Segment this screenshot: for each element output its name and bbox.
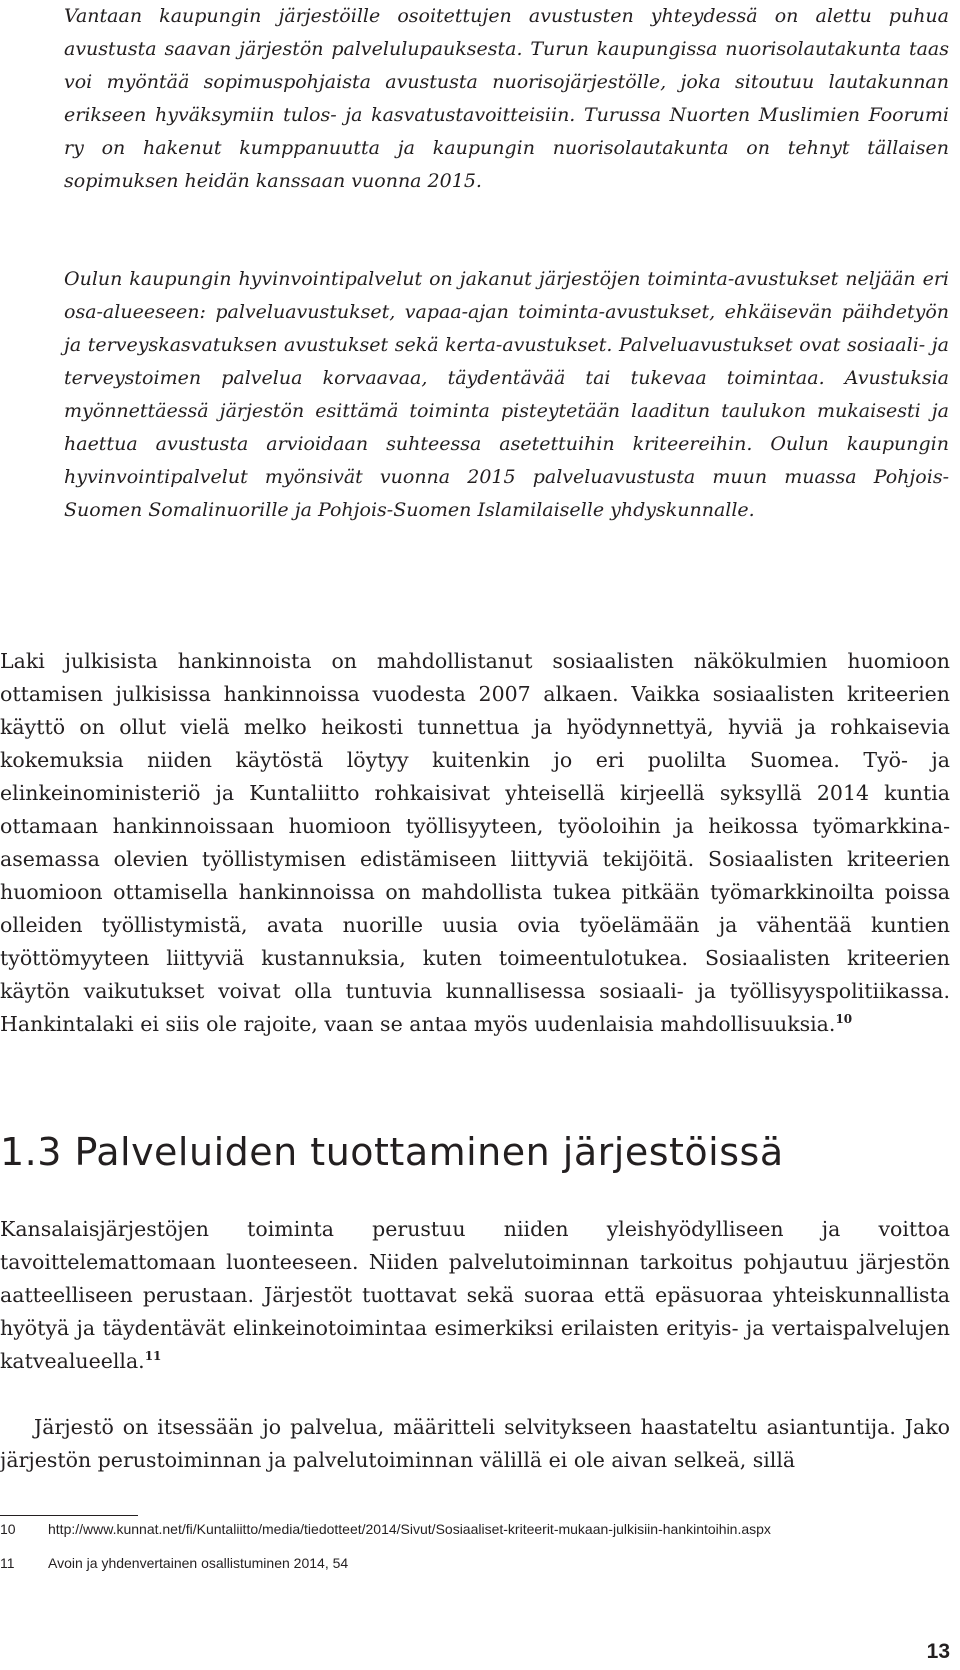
laki-paragraph (0, 645, 950, 1041)
intro-italic-paragraph (64, 0, 949, 198)
jarjesto-text: Järjestö on itsessään jo palvelua, määritteli selvitykseen haastateltu asiantuntija. Jako järjestön perustoiminnan ja palvelutoiminnan välillä ei ole aivan selkeä, sillä (0, 1415, 950, 1472)
footnote-text: Avoin ja yhdenvertainen osallistuminen 2014, 54 (48, 1555, 349, 1571)
laki-text: Laki julkisista hankinnoista on mahdollistanut sosiaalisten näkökulmien huomioon ottamisen julkisissa hankinnoissa vuodesta 2007 alkaen. Vaikka sosiaalisten kriteerien käyttö on ollut vielä melko heikosti tunnettua ja hyödynnettyä, hyviä ja rohkaisevia kokemuksia niiden käytöstä löytyy kuitenkin jo eri puolilta Suomea. Työ- ja elinkeinoministeriö ja Kuntaliitto rohkaisivat yhteisellä kirjeellä syksyllä 2014 kuntia ottamaan hankinnoissaan huomioon työllisyyteen, työoloihin ja heikossa työmarkkina-asemassa olevien työllistymisen edistämiseen liittyviä tekijöitä. Sosiaalisten kriteerien huomioon ottamisella hankinnoissa on mahdollista tukea pitkään työmarkkinoilta poissa olleiden työllistymistä, avata nuorille uusia ovia työelämään ja vähentää kuntien työttömyyteen liittyviä kustannuksia, kuten toimeentulotukea. Sosiaalisten kriteerien käytön vaikutukset voivat olla tuntuvia kunnallisessa sosiaali- ja työllisyyspolitiikassa. Hankintalaki ei siis ole rajoite, vaan se antaa myös uudenlaisia mahdollisuuksia. (0, 649, 950, 1036)
page-number: 13 (926, 1640, 950, 1663)
oulu-italic-paragraph (64, 263, 949, 527)
oulu-text: Oulun kaupungin hyvinvointipalvelut on jakanut järjestöjen toiminta-avustukset neljään eri osa-alueeseen: palveluavustukset, vapaa-ajan toiminta-avustukset, ehkäisevän päihdetyön ja terveyskasvatuksen avustukset sekä kerta-avustukset. Palveluavustukset ovat sosiaali- ja terveystoimen palvelua korvaavaa, täydentävää tai tukevaa toimintaa. Avustuksia myönnettäessä järjestön esittämä toiminta pisteytetään laaditun taulukon mukaisesti ja haettua avustusta arvioidaan suhteessa asetettuihin kriteereihin. Oulun kaupungin hyvinvointipalvelut myönsivät vuonna 2015 palveluavustusta muun muassa Pohjois-Suomen Somalinuorille ja Pohjois-Suomen Islamilaiselle yhdyskunnalle. (64, 268, 949, 521)
footnote-number: 10 (0, 1521, 16, 1537)
jarjesto-paragraph (0, 1411, 950, 1477)
kansalais-paragraph (0, 1213, 950, 1378)
intro-text: Vantaan kaupungin järjestöille osoitettujen avustusten yhteydessä on alettu puhua avustusta saavan järjestön palvelulupauksesta. Turun kaupungissa nuorisolautakunta taas voi myöntää sopimuspohjaista avustusta nuorisojärjestölle, joka sitoutuu lautakunnan erikseen hyväksymiin tulos- ja kasvatustavoitteisiin. Turussa Nuorten Muslimien Foorumi ry on hakenut kumppanuutta ja kaupungin nuorisolautakunta on tehnyt tällaisen sopimuksen heidän kanssaan vuonna 2015. (64, 5, 949, 192)
footnote-divider (0, 1515, 138, 1516)
footnote-number: 11 (0, 1555, 15, 1571)
footnote-link[interactable]: http://www.kunnat.net/fi/Kuntaliitto/media/tiedotteet/2014/Sivut/Sosiaaliset-kriteerit-mukaan-julkisiin-hankintoihin.aspx (48, 1521, 771, 1537)
footnote-ref-10[interactable]: 10 (835, 1012, 853, 1027)
kansalais-text: Kansalaisjärjestöjen toiminta perustuu niiden yleishyödylliseen ja voittoa tavoittelemattomaan luonteeseen. Niiden palvelutoiminnan tarkoitus pohjautuu järjestön aatteelliseen perustaan. Järjestöt tuottavat sekä suoraa että epäsuoraa yhteiskunnallista hyötyä ja täydentävät elinkeinotoimintaa esimerkiksi erilaisten erityis- ja vertaispalvelujen katvealueella. (0, 1217, 950, 1373)
footnote-ref-11[interactable]: 11 (144, 1349, 162, 1364)
section-heading: 1.3 Palveluiden tuottaminen järjestöissä (0, 1130, 784, 1174)
